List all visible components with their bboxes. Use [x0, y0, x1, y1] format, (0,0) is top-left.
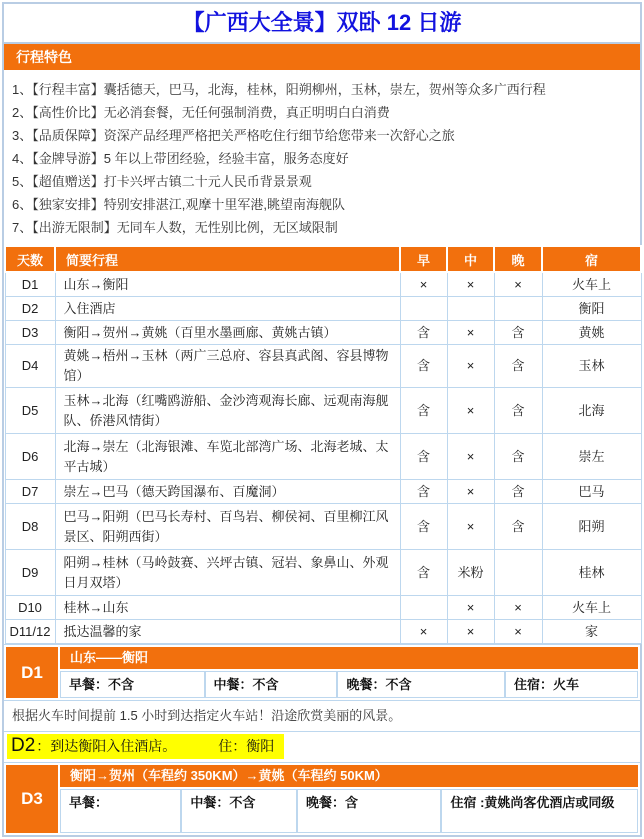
route-cell: 桂林→山东	[55, 596, 400, 620]
table-row	[5, 480, 641, 504]
day1-lunch: 中餐：不含	[205, 671, 338, 698]
day1-detail-body	[60, 647, 638, 698]
dinner-cell: 含	[494, 504, 542, 550]
route-cell: 崇左→巴马（德天跨国瀑布、百魔洞）	[55, 480, 400, 504]
breakfast-cell	[400, 297, 447, 321]
route-cell: 阳朔→桂林（马岭鼓赛、兴坪古镇、冠岩、象鼻山、外观日月双塔）	[55, 550, 400, 596]
breakfast-cell: ×	[400, 620, 447, 644]
lunch-cell: ×	[447, 620, 494, 644]
breakfast-cell: 含	[400, 345, 447, 388]
day2-highlight	[7, 734, 284, 759]
day1-detail-section	[4, 644, 640, 700]
day-cell: D8	[5, 504, 55, 550]
table-row	[5, 550, 641, 596]
features-section-header: 行程特色	[4, 44, 640, 70]
day3-dinner: 晚餐：含	[297, 789, 442, 833]
feature-item: 3、【品质保障】资深产品经理严格把关严格吃住行细节给您带来一次舒心之旅	[12, 128, 455, 143]
stay-cell: 巴马	[542, 480, 641, 504]
route-cell: 衡阳→贺州→黄姚（百里水墨画廊、黄姚古镇）	[55, 321, 400, 345]
lunch-cell: 米粉	[447, 550, 494, 596]
stay-cell: 家	[542, 620, 641, 644]
lunch-cell: ×	[447, 345, 494, 388]
dinner-cell: ×	[494, 272, 542, 297]
day3-detail-body	[60, 765, 638, 833]
lunch-cell	[447, 297, 494, 321]
lunch-cell: ×	[447, 434, 494, 480]
dinner-cell: 含	[494, 321, 542, 345]
stay-cell: 火车上	[542, 272, 641, 297]
table-row	[5, 620, 641, 644]
lunch-cell: ×	[447, 480, 494, 504]
lunch-cell: ×	[447, 388, 494, 434]
breakfast-cell: 含	[400, 321, 447, 345]
dinner-cell: 含	[494, 345, 542, 388]
table-row	[5, 345, 641, 388]
lunch-cell: ×	[447, 596, 494, 620]
route-cell: 入住酒店	[55, 297, 400, 321]
table-row	[5, 504, 641, 550]
stay-cell: 衡阳	[542, 297, 641, 321]
day1-route-bar: 山东——衡阳	[60, 647, 638, 669]
day3-detail-section	[4, 762, 640, 835]
day-cell: D1	[5, 272, 55, 297]
breakfast-cell: 含	[400, 480, 447, 504]
feature-item: 6、【独家安排】特别安排湛江,观摩十里军港,眺望南海舰队	[12, 197, 345, 212]
table-row	[5, 272, 641, 297]
header-lunch: 中	[447, 246, 494, 272]
feature-item: 2、【高性价比】无必消套餐，无任何强制消费，真正明明白白消费	[12, 105, 390, 120]
dinner-cell: 含	[494, 434, 542, 480]
table-row	[5, 434, 641, 480]
day3-route-bar: 衡阳→贺州（车程约 350KM）→黄姚（车程约 50KM）	[60, 765, 638, 787]
day-cell: D11/12	[5, 620, 55, 644]
day2-stay: 住：衡阳	[218, 738, 275, 754]
page-title: 【广西大全景】双卧 12 日游	[4, 4, 640, 44]
feature-item: 5、【超值赠送】打卡兴坪古镇二十元人民币背景景观	[12, 174, 312, 189]
table-row	[5, 321, 641, 345]
day2-line	[4, 731, 640, 762]
day-cell: D4	[5, 345, 55, 388]
stay-cell: 玉林	[542, 345, 641, 388]
day3-breakfast: 早餐：	[60, 789, 181, 833]
dinner-cell: ×	[494, 620, 542, 644]
feature-item: 1、【行程丰富】囊括德天，巴马，北海，桂林，阳朔柳州，玉林，崇左，贺州等众多广西行程	[12, 82, 546, 97]
header-dinner: 晚	[494, 246, 542, 272]
table-header-row	[5, 246, 641, 272]
breakfast-cell: 含	[400, 504, 447, 550]
day3-stay: 住宿 :黄姚尚客优酒店或同级	[441, 789, 638, 833]
route-cell: 北海→崇左（北海银滩、车览北部湾广场、北海老城、太平古城）	[55, 434, 400, 480]
day-cell: D3	[5, 321, 55, 345]
day3-lunch: 中餐：不含	[181, 789, 297, 833]
header-route: 简要行程	[55, 246, 400, 272]
document-frame	[2, 2, 642, 837]
lunch-cell: ×	[447, 321, 494, 345]
dinner-cell	[494, 297, 542, 321]
header-day: 天数	[5, 246, 55, 272]
day-cell: D10	[5, 596, 55, 620]
day1-dinner: 晚餐：不含	[337, 671, 505, 698]
stay-cell: 阳朔	[542, 504, 641, 550]
lunch-cell: ×	[447, 272, 494, 297]
breakfast-cell: 含	[400, 550, 447, 596]
day-cell: D5	[5, 388, 55, 434]
route-cell: 巴马→阳朔（巴马长寿村、百鸟岩、柳侯祠、百里柳江风景区、阳朔西街）	[55, 504, 400, 550]
dinner-cell: 含	[494, 480, 542, 504]
day1-stay: 住宿：火车	[505, 671, 638, 698]
features-list	[4, 70, 640, 245]
route-cell: 抵达温馨的家	[55, 620, 400, 644]
dinner-cell: 含	[494, 388, 542, 434]
feature-item: 7、【出游无限制】无同车人数，无性别比例，无区域限制	[12, 220, 338, 235]
table-row	[5, 596, 641, 620]
breakfast-cell: 含	[400, 434, 447, 480]
stay-cell: 黄姚	[542, 321, 641, 345]
breakfast-cell	[400, 596, 447, 620]
lunch-cell: ×	[447, 504, 494, 550]
day3-meal-row	[60, 789, 638, 833]
day1-meal-row	[60, 671, 638, 698]
table-row	[5, 388, 641, 434]
table-row	[5, 297, 641, 321]
day1-breakfast: 早餐：不含	[60, 671, 205, 698]
breakfast-cell: 含	[400, 388, 447, 434]
route-cell: 山东→衡阳	[55, 272, 400, 297]
day2-label: D2	[11, 735, 36, 756]
day-cell: D6	[5, 434, 55, 480]
stay-cell: 崇左	[542, 434, 641, 480]
day-cell: D7	[5, 480, 55, 504]
route-cell: 玉林→北海（红嘴鸥游船、金沙湾观海长廊、远观南海舰队、侨港风情街）	[55, 388, 400, 434]
stay-cell: 桂林	[542, 550, 641, 596]
route-cell: 黄姚→梧州→玉林（两广三总府、容县真武阁、容县博物馆）	[55, 345, 400, 388]
stay-cell: 火车上	[542, 596, 641, 620]
itinerary-table	[4, 245, 642, 644]
dinner-cell	[494, 550, 542, 596]
breakfast-cell: ×	[400, 272, 447, 297]
day-cell: D9	[5, 550, 55, 596]
day2-text: ：到达衡阳入住酒店。	[36, 738, 177, 754]
stay-cell: 北海	[542, 388, 641, 434]
dinner-cell: ×	[494, 596, 542, 620]
header-stay: 宿	[542, 246, 641, 272]
day1-note: 根据火车时间提前 1.5 小时到达指定火车站！沿途欣赏美丽的风景。	[4, 700, 640, 731]
day1-badge: D1	[6, 647, 58, 698]
feature-item: 4、【金牌导游】5 年以上带团经验，经验丰富，服务态度好	[12, 151, 349, 166]
day-cell: D2	[5, 297, 55, 321]
header-breakfast: 早	[400, 246, 447, 272]
day3-badge: D3	[6, 765, 58, 833]
